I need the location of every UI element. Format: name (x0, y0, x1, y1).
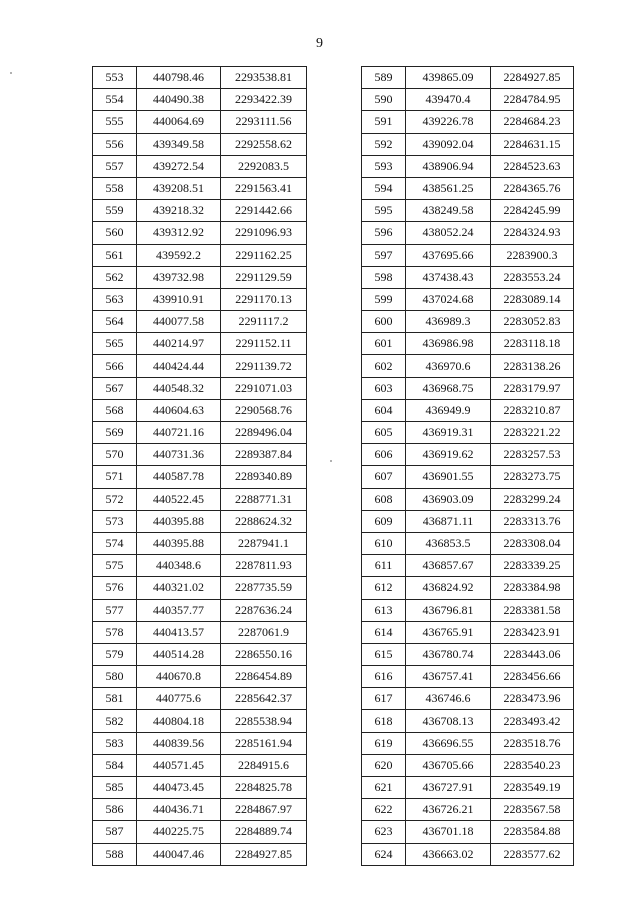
point-number-cell: 623 (362, 821, 406, 843)
y-coordinate-cell: 2291096.93 (221, 222, 307, 244)
point-number-cell: 594 (362, 177, 406, 199)
y-coordinate-cell: 2287061.9 (221, 621, 307, 643)
table-row (93, 177, 307, 199)
point-number-cell: 622 (362, 799, 406, 821)
point-number-cell: 609 (362, 510, 406, 532)
point-number-cell: 596 (362, 222, 406, 244)
x-coordinate-cell: 436970.6 (406, 355, 491, 377)
point-number-cell: 556 (93, 133, 137, 155)
point-number-cell: 614 (362, 621, 406, 643)
point-number-cell: 612 (362, 577, 406, 599)
y-coordinate-cell: 2283257.53 (491, 444, 574, 466)
y-coordinate-cell: 2286454.89 (221, 666, 307, 688)
x-coordinate-cell: 439470.4 (406, 89, 491, 111)
table-row (362, 222, 574, 244)
x-coordinate-cell: 440604.63 (137, 399, 221, 421)
coordinates-table-right (361, 66, 574, 866)
y-coordinate-cell: 2283089.14 (491, 288, 574, 310)
table-row (93, 732, 307, 754)
table-row (362, 643, 574, 665)
y-coordinate-cell: 2283473.96 (491, 688, 574, 710)
table-row (93, 89, 307, 111)
y-coordinate-cell: 2284825.78 (221, 777, 307, 799)
point-number-cell: 620 (362, 754, 406, 776)
point-number-cell: 565 (93, 333, 137, 355)
point-number-cell: 553 (93, 67, 137, 89)
point-number-cell: 593 (362, 155, 406, 177)
point-number-cell: 601 (362, 333, 406, 355)
y-coordinate-cell: 2291071.03 (221, 377, 307, 399)
y-coordinate-cell: 2284631.15 (491, 133, 574, 155)
table-row (93, 799, 307, 821)
y-coordinate-cell: 2283493.42 (491, 710, 574, 732)
point-number-cell: 566 (93, 355, 137, 377)
table-row (93, 777, 307, 799)
x-coordinate-cell: 440321.02 (137, 577, 221, 599)
table-row (362, 555, 574, 577)
x-coordinate-cell: 440839.56 (137, 732, 221, 754)
table-row (93, 399, 307, 421)
y-coordinate-cell: 2293538.81 (221, 67, 307, 89)
y-coordinate-cell: 2284889.74 (221, 821, 307, 843)
point-number-cell: 574 (93, 532, 137, 554)
y-coordinate-cell: 2283308.04 (491, 532, 574, 554)
y-coordinate-cell: 2290568.76 (221, 399, 307, 421)
point-number-cell: 560 (93, 222, 137, 244)
x-coordinate-cell: 436701.18 (406, 821, 491, 843)
table-row (93, 710, 307, 732)
x-coordinate-cell: 436726.21 (406, 799, 491, 821)
point-number-cell: 606 (362, 444, 406, 466)
x-coordinate-cell: 439349.58 (137, 133, 221, 155)
table-row (362, 355, 574, 377)
x-coordinate-cell: 440424.44 (137, 355, 221, 377)
point-number-cell: 618 (362, 710, 406, 732)
x-coordinate-cell: 440548.32 (137, 377, 221, 399)
table-row (93, 599, 307, 621)
table-row (93, 333, 307, 355)
table-row (93, 821, 307, 843)
x-coordinate-cell: 440225.75 (137, 821, 221, 843)
table-row (362, 732, 574, 754)
y-coordinate-cell: 2283456.66 (491, 666, 574, 688)
x-coordinate-cell: 440587.78 (137, 466, 221, 488)
x-coordinate-cell: 439865.09 (406, 67, 491, 89)
table-row (362, 399, 574, 421)
table-row (362, 67, 574, 89)
point-number-cell: 572 (93, 488, 137, 510)
y-coordinate-cell: 2292558.62 (221, 133, 307, 155)
point-number-cell: 610 (362, 532, 406, 554)
table-row (93, 288, 307, 310)
y-coordinate-cell: 2285538.94 (221, 710, 307, 732)
point-number-cell: 585 (93, 777, 137, 799)
x-coordinate-cell: 436901.55 (406, 466, 491, 488)
x-coordinate-cell: 436919.31 (406, 422, 491, 444)
table-row (362, 89, 574, 111)
table-row (93, 577, 307, 599)
x-coordinate-cell: 440077.58 (137, 311, 221, 333)
x-coordinate-cell: 440490.38 (137, 89, 221, 111)
point-number-cell: 568 (93, 399, 137, 421)
y-coordinate-cell: 2292083.5 (221, 155, 307, 177)
table-row (362, 311, 574, 333)
point-number-cell: 621 (362, 777, 406, 799)
point-number-cell: 598 (362, 266, 406, 288)
y-coordinate-cell: 2284927.85 (491, 67, 574, 89)
x-coordinate-cell: 440775.6 (137, 688, 221, 710)
point-number-cell: 571 (93, 466, 137, 488)
y-coordinate-cell: 2283549.19 (491, 777, 574, 799)
x-coordinate-cell: 436727.91 (406, 777, 491, 799)
table-row (93, 377, 307, 399)
y-coordinate-cell: 2285161.94 (221, 732, 307, 754)
x-coordinate-cell: 440571.45 (137, 754, 221, 776)
point-number-cell: 579 (93, 643, 137, 665)
x-coordinate-cell: 436968.75 (406, 377, 491, 399)
table-row (93, 688, 307, 710)
point-number-cell: 575 (93, 555, 137, 577)
point-number-cell: 583 (93, 732, 137, 754)
table-row (362, 577, 574, 599)
table-row (93, 510, 307, 532)
x-coordinate-cell: 437695.66 (406, 244, 491, 266)
table-row (93, 843, 307, 865)
x-coordinate-cell: 439226.78 (406, 111, 491, 133)
y-coordinate-cell: 2285642.37 (221, 688, 307, 710)
page-number: 9 (316, 36, 323, 51)
y-coordinate-cell: 2291563.41 (221, 177, 307, 199)
x-coordinate-cell: 436903.09 (406, 488, 491, 510)
y-coordinate-cell: 2283118.18 (491, 333, 574, 355)
y-coordinate-cell: 2283423.91 (491, 621, 574, 643)
point-number-cell: 558 (93, 177, 137, 199)
table-row (362, 710, 574, 732)
x-coordinate-cell: 440514.28 (137, 643, 221, 665)
table-row (362, 177, 574, 199)
point-number-cell: 615 (362, 643, 406, 665)
table-row (362, 266, 574, 288)
table-row (93, 111, 307, 133)
y-coordinate-cell: 2283540.23 (491, 754, 574, 776)
point-number-cell: 619 (362, 732, 406, 754)
y-coordinate-cell: 2283138.26 (491, 355, 574, 377)
x-coordinate-cell: 438249.58 (406, 200, 491, 222)
table-row (93, 555, 307, 577)
point-number-cell: 613 (362, 599, 406, 621)
point-number-cell: 580 (93, 666, 137, 688)
table-row (93, 67, 307, 89)
table-row (362, 532, 574, 554)
y-coordinate-cell: 2283273.75 (491, 466, 574, 488)
point-number-cell: 557 (93, 155, 137, 177)
table-row (93, 133, 307, 155)
x-coordinate-cell: 440357.77 (137, 599, 221, 621)
point-number-cell: 586 (93, 799, 137, 821)
table-row (93, 643, 307, 665)
point-number-cell: 592 (362, 133, 406, 155)
x-coordinate-cell: 438906.94 (406, 155, 491, 177)
x-coordinate-cell: 440798.46 (137, 67, 221, 89)
table-row (362, 799, 574, 821)
y-coordinate-cell: 2288771.31 (221, 488, 307, 510)
y-coordinate-cell: 2284365.76 (491, 177, 574, 199)
point-number-cell: 554 (93, 89, 137, 111)
point-number-cell: 589 (362, 67, 406, 89)
y-coordinate-cell: 2291129.59 (221, 266, 307, 288)
scan-speck (330, 460, 332, 462)
table-row (362, 843, 574, 865)
table-row (93, 155, 307, 177)
point-number-cell: 555 (93, 111, 137, 133)
x-coordinate-cell: 436746.6 (406, 688, 491, 710)
table-row (362, 754, 574, 776)
y-coordinate-cell: 2291170.13 (221, 288, 307, 310)
point-number-cell: 578 (93, 621, 137, 643)
x-coordinate-cell: 439092.04 (406, 133, 491, 155)
point-number-cell: 564 (93, 311, 137, 333)
x-coordinate-cell: 439732.98 (137, 266, 221, 288)
y-coordinate-cell: 2283584.88 (491, 821, 574, 843)
point-number-cell: 590 (362, 89, 406, 111)
y-coordinate-cell: 2291152.11 (221, 333, 307, 355)
table-row (362, 444, 574, 466)
point-number-cell: 595 (362, 200, 406, 222)
point-number-cell: 576 (93, 577, 137, 599)
y-coordinate-cell: 2284684.23 (491, 111, 574, 133)
table-row (93, 266, 307, 288)
table-row (362, 200, 574, 222)
y-coordinate-cell: 2283313.76 (491, 510, 574, 532)
x-coordinate-cell: 436780.74 (406, 643, 491, 665)
x-coordinate-cell: 436986.98 (406, 333, 491, 355)
table-row (362, 155, 574, 177)
x-coordinate-cell: 439218.32 (137, 200, 221, 222)
y-coordinate-cell: 2283384.98 (491, 577, 574, 599)
x-coordinate-cell: 436663.02 (406, 843, 491, 865)
y-coordinate-cell: 2291162.25 (221, 244, 307, 266)
x-coordinate-cell: 436989.3 (406, 311, 491, 333)
y-coordinate-cell: 2284867.97 (221, 799, 307, 821)
y-coordinate-cell: 2283443.06 (491, 643, 574, 665)
x-coordinate-cell: 440670.8 (137, 666, 221, 688)
y-coordinate-cell: 2284927.85 (221, 843, 307, 865)
point-number-cell: 559 (93, 200, 137, 222)
x-coordinate-cell: 440395.88 (137, 532, 221, 554)
x-coordinate-cell: 436757.41 (406, 666, 491, 688)
point-number-cell: 599 (362, 288, 406, 310)
x-coordinate-cell: 436696.55 (406, 732, 491, 754)
x-coordinate-cell: 436857.67 (406, 555, 491, 577)
table-row (93, 621, 307, 643)
scan-speck (10, 72, 12, 74)
x-coordinate-cell: 439592.2 (137, 244, 221, 266)
point-number-cell: 600 (362, 311, 406, 333)
point-number-cell: 573 (93, 510, 137, 532)
x-coordinate-cell: 440731.36 (137, 444, 221, 466)
y-coordinate-cell: 2291117.2 (221, 311, 307, 333)
x-coordinate-cell: 440214.97 (137, 333, 221, 355)
y-coordinate-cell: 2291442.66 (221, 200, 307, 222)
table-row (93, 222, 307, 244)
y-coordinate-cell: 2287735.59 (221, 577, 307, 599)
table-row (362, 599, 574, 621)
y-coordinate-cell: 2287941.1 (221, 532, 307, 554)
table-row (93, 422, 307, 444)
table-row (362, 333, 574, 355)
point-number-cell: 581 (93, 688, 137, 710)
x-coordinate-cell: 439208.51 (137, 177, 221, 199)
point-number-cell: 597 (362, 244, 406, 266)
y-coordinate-cell: 2289496.04 (221, 422, 307, 444)
x-coordinate-cell: 436949.9 (406, 399, 491, 421)
point-number-cell: 563 (93, 288, 137, 310)
x-coordinate-cell: 438561.25 (406, 177, 491, 199)
table-row (362, 244, 574, 266)
table-row (93, 244, 307, 266)
x-coordinate-cell: 440721.16 (137, 422, 221, 444)
coordinates-table-left (92, 66, 307, 866)
y-coordinate-cell: 2283381.58 (491, 599, 574, 621)
table-row (362, 777, 574, 799)
table-row (362, 621, 574, 643)
x-coordinate-cell: 437024.68 (406, 288, 491, 310)
y-coordinate-cell: 2288624.32 (221, 510, 307, 532)
x-coordinate-cell: 440047.46 (137, 843, 221, 865)
table-row (93, 532, 307, 554)
x-coordinate-cell: 436871.11 (406, 510, 491, 532)
point-number-cell: 562 (93, 266, 137, 288)
y-coordinate-cell: 2283339.25 (491, 555, 574, 577)
x-coordinate-cell: 436919.62 (406, 444, 491, 466)
y-coordinate-cell: 2283567.58 (491, 799, 574, 821)
point-number-cell: 605 (362, 422, 406, 444)
table-row (362, 666, 574, 688)
x-coordinate-cell: 436796.81 (406, 599, 491, 621)
point-number-cell: 602 (362, 355, 406, 377)
y-coordinate-cell: 2289340.89 (221, 466, 307, 488)
y-coordinate-cell: 2287811.93 (221, 555, 307, 577)
table-row (93, 311, 307, 333)
point-number-cell: 591 (362, 111, 406, 133)
table-row (93, 754, 307, 776)
table-row (93, 666, 307, 688)
y-coordinate-cell: 2284784.95 (491, 89, 574, 111)
x-coordinate-cell: 436708.13 (406, 710, 491, 732)
x-coordinate-cell: 436853.5 (406, 532, 491, 554)
y-coordinate-cell: 2287636.24 (221, 599, 307, 621)
table-row (362, 488, 574, 510)
point-number-cell: 587 (93, 821, 137, 843)
y-coordinate-cell: 2284523.63 (491, 155, 574, 177)
table-row (362, 288, 574, 310)
x-coordinate-cell: 440473.45 (137, 777, 221, 799)
table-row (93, 444, 307, 466)
x-coordinate-cell: 439910.91 (137, 288, 221, 310)
point-number-cell: 584 (93, 754, 137, 776)
table-row (362, 422, 574, 444)
table-row (362, 133, 574, 155)
point-number-cell: 561 (93, 244, 137, 266)
x-coordinate-cell: 436765.91 (406, 621, 491, 643)
table-row (93, 200, 307, 222)
table-row (93, 466, 307, 488)
y-coordinate-cell: 2284915.6 (221, 754, 307, 776)
point-number-cell: 582 (93, 710, 137, 732)
y-coordinate-cell: 2289387.84 (221, 444, 307, 466)
y-coordinate-cell: 2283299.24 (491, 488, 574, 510)
point-number-cell: 577 (93, 599, 137, 621)
table-row (93, 488, 307, 510)
point-number-cell: 624 (362, 843, 406, 865)
x-coordinate-cell: 440395.88 (137, 510, 221, 532)
y-coordinate-cell: 2283052.83 (491, 311, 574, 333)
y-coordinate-cell: 2283577.62 (491, 843, 574, 865)
y-coordinate-cell: 2291139.72 (221, 355, 307, 377)
point-number-cell: 616 (362, 666, 406, 688)
point-number-cell: 569 (93, 422, 137, 444)
point-number-cell: 588 (93, 843, 137, 865)
point-number-cell: 608 (362, 488, 406, 510)
x-coordinate-cell: 439312.92 (137, 222, 221, 244)
table-row (362, 510, 574, 532)
x-coordinate-cell: 440436.71 (137, 799, 221, 821)
x-coordinate-cell: 440064.69 (137, 111, 221, 133)
point-number-cell: 604 (362, 399, 406, 421)
y-coordinate-cell: 2293422.39 (221, 89, 307, 111)
x-coordinate-cell: 437438.43 (406, 266, 491, 288)
y-coordinate-cell: 2283210.87 (491, 399, 574, 421)
y-coordinate-cell: 2283179.97 (491, 377, 574, 399)
y-coordinate-cell: 2283553.24 (491, 266, 574, 288)
x-coordinate-cell: 440348.6 (137, 555, 221, 577)
y-coordinate-cell: 2284245.99 (491, 200, 574, 222)
y-coordinate-cell: 2284324.93 (491, 222, 574, 244)
x-coordinate-cell: 438052.24 (406, 222, 491, 244)
y-coordinate-cell: 2283518.76 (491, 732, 574, 754)
y-coordinate-cell: 2293111.56 (221, 111, 307, 133)
point-number-cell: 617 (362, 688, 406, 710)
table-row (362, 466, 574, 488)
x-coordinate-cell: 440804.18 (137, 710, 221, 732)
y-coordinate-cell: 2283900.3 (491, 244, 574, 266)
point-number-cell: 607 (362, 466, 406, 488)
x-coordinate-cell: 440413.57 (137, 621, 221, 643)
y-coordinate-cell: 2286550.16 (221, 643, 307, 665)
table-row (362, 377, 574, 399)
table-row (362, 111, 574, 133)
x-coordinate-cell: 440522.45 (137, 488, 221, 510)
table-row (362, 688, 574, 710)
x-coordinate-cell: 436824.92 (406, 577, 491, 599)
point-number-cell: 603 (362, 377, 406, 399)
table-row (362, 821, 574, 843)
point-number-cell: 611 (362, 555, 406, 577)
y-coordinate-cell: 2283221.22 (491, 422, 574, 444)
x-coordinate-cell: 436705.66 (406, 754, 491, 776)
point-number-cell: 567 (93, 377, 137, 399)
x-coordinate-cell: 439272.54 (137, 155, 221, 177)
table-row (93, 355, 307, 377)
point-number-cell: 570 (93, 444, 137, 466)
